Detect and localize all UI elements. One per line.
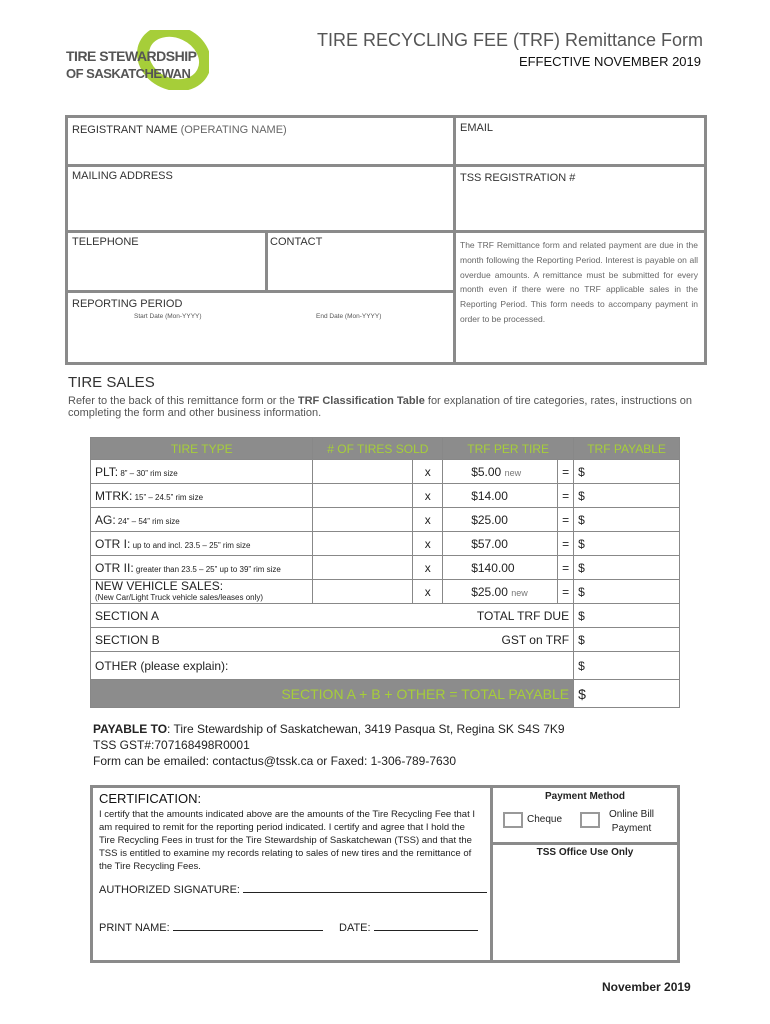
header-trf-per-tire: TRF PER TIRE xyxy=(443,438,574,460)
trf-payable-input[interactable]: $ xyxy=(574,532,680,556)
date-field[interactable] xyxy=(339,922,478,934)
print-name-field[interactable] xyxy=(99,922,323,934)
online-bill-label xyxy=(609,808,654,836)
tires-sold-input[interactable] xyxy=(313,556,413,580)
tires-sold-input[interactable] xyxy=(313,460,413,484)
tire-type xyxy=(91,556,313,580)
trf-payable-input[interactable]: $ xyxy=(574,508,680,532)
tire-type xyxy=(91,532,313,556)
email-fax-info: Form can be emailed: contactus@tssk.ca or Faxed: 1-306-789-7630 xyxy=(93,754,457,768)
cheque-checkbox[interactable] xyxy=(503,812,523,828)
trf-rate xyxy=(443,460,558,484)
authorized-signature-field[interactable] xyxy=(99,884,487,896)
tire-sales-heading: TIRE SALES xyxy=(68,374,155,391)
equals-sign: = xyxy=(558,532,574,556)
tires-sold-input[interactable] xyxy=(313,508,413,532)
tire-type xyxy=(91,580,313,604)
certification-text: I certify that the amounts indicated above are the amounts of the Tire Recycling Fee that I am required to remit for the reporting period indicated. I certify and agree that I hold the Tire Recycling Fees in trust for the Tire Stewardship of Saskatchewan (TSS) and that the TSS is entitled to examine my records relating to sales of new tires and the remittance of the Tire Recycling Fees. xyxy=(99,809,475,872)
registrant-name-field[interactable] xyxy=(72,124,287,136)
trf-payable-input[interactable]: $ xyxy=(574,556,680,580)
other-input[interactable]: OTHER (please explain): xyxy=(91,652,574,680)
multiply-sign: x xyxy=(413,532,443,556)
multiply-sign: x xyxy=(413,580,443,604)
classification-table-ref: TRF Classification Table xyxy=(297,395,425,407)
equals-sign: = xyxy=(558,460,574,484)
telephone-field[interactable]: TELEPHONE xyxy=(72,236,139,248)
email-field[interactable]: EMAIL xyxy=(460,122,494,134)
tire-desc: 24” – 54” rim size xyxy=(115,516,180,526)
payable-to xyxy=(93,722,565,736)
page-title: TIRE RECYCLING FEE (TRF) Remittance Form xyxy=(316,30,703,50)
mailing-address-field[interactable]: MAILING ADDRESS xyxy=(72,170,173,182)
payment-notice: The TRF Remittance form and related payment are due in the month following the Reporting Period. Interest is payable on all overdue amounts. A remittance must be submitted for every month even if there were no TRF applicable sales in the Reporting Period. This form needs to accompany payment in order to be processed. xyxy=(460,240,698,324)
section-a-row xyxy=(91,604,680,628)
total-trf-due-label: TOTAL TRF DUE xyxy=(413,604,574,628)
trf-rate: $14.00 xyxy=(443,484,558,508)
registrant-note: (OPERATING NAME) xyxy=(177,124,287,136)
certification-box xyxy=(90,785,680,963)
tire-sales-intro xyxy=(68,395,693,419)
tires-sold-input[interactable] xyxy=(313,532,413,556)
total-payable-label: SECTION A + B + OTHER = TOTAL PAYABLE xyxy=(91,680,574,708)
online-bill-checkbox[interactable] xyxy=(580,812,600,828)
tire-desc: 8” – 30” rim size xyxy=(118,468,178,478)
payment-method-heading: Payment Method xyxy=(544,791,625,802)
start-date-field[interactable]: Start Date (Mon-YYYY) xyxy=(134,313,202,320)
trf-payable-input[interactable]: $ xyxy=(574,460,680,484)
trf-payable-input[interactable]: $ xyxy=(574,484,680,508)
tire-code: MTRK: xyxy=(95,488,133,503)
registrant-label: REGISTRANT NAME xyxy=(72,124,178,136)
reporting-period-label: REPORTING PERIOD xyxy=(72,298,183,310)
new-label: new xyxy=(511,587,528,598)
table-row-otr1 xyxy=(91,532,680,556)
gst-number: TSS GST#:707168498R0001 xyxy=(93,738,250,752)
contact-field[interactable]: CONTACT xyxy=(270,236,323,248)
new-label: new xyxy=(504,467,522,478)
certification-heading: CERTIFICATION: xyxy=(99,791,202,806)
other-amount-input[interactable]: $ xyxy=(574,652,680,680)
tire-desc: greater than 23.5 – 25” up to 39” rim size xyxy=(133,564,281,574)
equals-sign: = xyxy=(558,484,574,508)
online-bill-line1: Online Bill xyxy=(609,809,655,820)
multiply-sign: x xyxy=(413,556,443,580)
logo xyxy=(64,30,209,90)
registrant-form xyxy=(65,115,707,365)
rate-value: $5.00 xyxy=(471,464,502,479)
tire-code: AG: xyxy=(95,512,116,527)
header-trf-payable: TRF PAYABLE xyxy=(574,438,680,460)
multiply-sign: x xyxy=(413,460,443,484)
tire-code: PLT: xyxy=(95,464,119,479)
payable-to-label: PAYABLE TO xyxy=(93,722,168,736)
table-row-plt xyxy=(91,460,680,484)
multiply-sign: x xyxy=(413,508,443,532)
office-use-label: TSS Office Use Only xyxy=(536,847,634,858)
logo-line2: OF SASKATCHEWAN xyxy=(66,66,191,81)
tire-code: OTR II: xyxy=(95,560,134,575)
header-tires-sold: # OF TIRES SOLD xyxy=(313,438,443,460)
equals-sign: = xyxy=(558,556,574,580)
rate-value: $25.00 xyxy=(471,584,508,599)
equals-sign: = xyxy=(558,580,574,604)
tire-code: OTR I: xyxy=(95,536,131,551)
tire-type xyxy=(91,460,313,484)
logo-line1: TIRE STEWARDSHIP xyxy=(66,48,197,64)
total-payable-row xyxy=(91,680,680,708)
equals-sign: = xyxy=(558,508,574,532)
table-row-new-vehicle xyxy=(91,580,680,604)
signature-label: AUTHORIZED SIGNATURE: xyxy=(99,884,240,896)
tss-registration-field[interactable]: TSS REGISTRATION # xyxy=(460,172,576,184)
tire-code: NEW VEHICLE SALES: xyxy=(95,578,224,593)
tire-desc: 15” – 24.5” rim size xyxy=(132,492,204,502)
tire-type xyxy=(91,484,313,508)
online-bill-line2: Payment xyxy=(611,823,652,834)
tires-sold-input[interactable] xyxy=(313,580,413,604)
table-row-ag xyxy=(91,508,680,532)
trf-rate: $57.00 xyxy=(443,532,558,556)
trf-rate xyxy=(443,580,558,604)
multiply-sign: x xyxy=(413,484,443,508)
tire-sales-table xyxy=(90,437,680,708)
tire-desc: (New Car/Light Truck vehicle sales/leases only) xyxy=(95,592,264,602)
tire-type xyxy=(91,508,313,532)
section-b-row xyxy=(91,628,680,652)
tire-desc: up to and incl. 23.5 – 25” rim size xyxy=(130,540,251,550)
table-row-otr2 xyxy=(91,556,680,580)
intro-text-a: Refer to the back of this remittance form or the xyxy=(68,395,298,407)
trf-payable-input[interactable]: $ xyxy=(574,580,680,604)
print-name-label: PRINT NAME: xyxy=(99,922,170,934)
tires-sold-input[interactable] xyxy=(313,484,413,508)
header-tire-type: TIRE TYPE xyxy=(91,438,313,460)
total-trf-due-input[interactable]: $ xyxy=(574,604,680,628)
table-header-row xyxy=(91,438,680,460)
payable-to-address: : Tire Stewardship of Saskatchewan, 3419 Pasqua St, Regina SK S4S 7K9 xyxy=(167,722,565,736)
total-payable-input[interactable]: $ xyxy=(574,680,680,708)
other-row xyxy=(91,652,680,680)
trf-rate: $140.00 xyxy=(443,556,558,580)
gst-label: GST on TRF xyxy=(413,628,574,652)
end-date-field[interactable]: End Date (Mon-YYYY) xyxy=(316,313,382,320)
cheque-label: Cheque xyxy=(527,814,563,825)
gst-input[interactable]: $ xyxy=(574,628,680,652)
section-a-label: SECTION A xyxy=(91,604,413,628)
footer-date: November 2019 xyxy=(602,980,691,994)
section-b-label: SECTION B xyxy=(91,628,413,652)
intro-text-b: for explanation of tire categories, rates, instructions on completing the form and other business information. xyxy=(68,395,693,419)
date-label: DATE: xyxy=(339,922,371,934)
table-row-mtrk xyxy=(91,484,680,508)
trf-rate: $25.00 xyxy=(443,508,558,532)
effective-date: EFFECTIVE NOVEMBER 2019 xyxy=(518,54,701,69)
